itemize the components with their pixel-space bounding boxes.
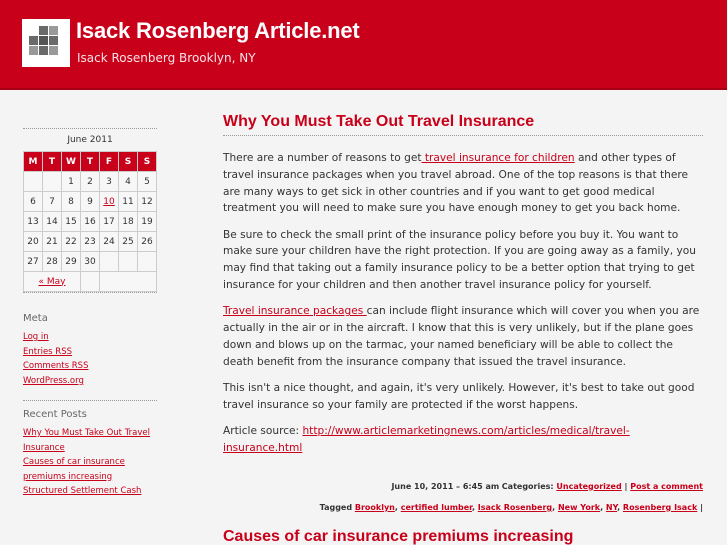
main-content bbox=[223, 113, 703, 545]
calendar-day: 1 bbox=[62, 172, 81, 192]
post-comment-link[interactable]: Post a comment bbox=[630, 481, 703, 491]
post-title[interactable]: Causes of car insurance premiums increasing bbox=[223, 527, 574, 545]
calendar-day bbox=[100, 192, 119, 212]
separator: | bbox=[697, 502, 703, 512]
calendar-day: 8 bbox=[62, 192, 81, 212]
calendar-day: 30 bbox=[81, 252, 100, 272]
post bbox=[223, 113, 703, 512]
tag-link[interactable]: certified lumber bbox=[400, 502, 472, 512]
post-meta bbox=[223, 481, 703, 493]
calendar-day-link[interactable]: 10 bbox=[103, 196, 115, 207]
list-item bbox=[23, 330, 157, 345]
login-link[interactable]: Log in bbox=[23, 332, 49, 342]
tag-link[interactable]: Isack Rosenberg bbox=[477, 502, 553, 512]
calendar-day-header: F bbox=[100, 152, 119, 172]
calendar-day: 21 bbox=[43, 232, 62, 252]
calendar-day: 17 bbox=[100, 212, 119, 232]
calendar-day: 27 bbox=[24, 252, 43, 272]
tag-link[interactable]: Brooklyn bbox=[354, 502, 395, 512]
calendar-day bbox=[43, 172, 62, 192]
post-paragraph bbox=[223, 150, 703, 217]
comments-rss-link[interactable]: Comments RSS bbox=[23, 361, 89, 371]
calendar-day-header: S bbox=[119, 152, 138, 172]
meta-widget bbox=[23, 313, 157, 388]
calendar-nav-pad bbox=[81, 272, 100, 292]
recent-post-link[interactable]: Why You Must Take Out Travel Insurance bbox=[23, 428, 150, 453]
text: and other types of travel insurance packages when you travel abroad. One of the top reasons is that there are many ways to get sick in other countries and if you want to get good medical treatment you will need to make sure you have enough money to get you back home. bbox=[223, 152, 689, 215]
calendar-day-header: T bbox=[43, 152, 62, 172]
calendar-day: 4 bbox=[119, 172, 138, 192]
calendar-day: 29 bbox=[62, 252, 81, 272]
calendar-day: 9 bbox=[81, 192, 100, 212]
categories-label: Categories: bbox=[501, 481, 557, 491]
calendar-day-header: W bbox=[62, 152, 81, 172]
calendar-day: 3 bbox=[100, 172, 119, 192]
calendar-day bbox=[100, 252, 119, 272]
calendar-day: 25 bbox=[119, 232, 138, 252]
calendar-day-header: M bbox=[24, 152, 43, 172]
calendar-day bbox=[24, 172, 43, 192]
calendar-day: 26 bbox=[138, 232, 157, 252]
separator: | bbox=[621, 481, 631, 491]
calendar-nav bbox=[24, 272, 81, 292]
travel-insurance-packages-link[interactable]: Travel insurance packages bbox=[223, 305, 367, 318]
post-paragraph: This isn't a nice thought, and again, it's very unlikely. However, it's best to take out good travel insurance so your family are protected if the worst happens. bbox=[223, 382, 695, 411]
wordpress-link[interactable]: WordPress.org bbox=[23, 375, 84, 386]
calendar-day bbox=[138, 252, 157, 272]
calendar-day: 23 bbox=[81, 232, 100, 252]
travel-insurance-children-link[interactable]: travel insurance for children bbox=[421, 152, 575, 164]
calendar-day: 2 bbox=[81, 172, 100, 192]
recent-posts-title: Recent Posts bbox=[23, 409, 87, 420]
calendar-day: 6 bbox=[24, 192, 43, 212]
tag-link[interactable]: NY bbox=[605, 502, 618, 512]
article-source bbox=[223, 423, 703, 457]
recent-post-link[interactable]: Structured Settlement Cash bbox=[23, 486, 142, 496]
calendar-day: 13 bbox=[24, 212, 43, 232]
list-item bbox=[23, 359, 157, 374]
site-description: Isack Rosenberg Brooklyn, NY bbox=[77, 51, 256, 65]
site-title[interactable]: Isack Rosenberg Article.net bbox=[76, 18, 360, 43]
list-item bbox=[23, 484, 157, 499]
calendar-day: 16 bbox=[81, 212, 100, 232]
post-title[interactable]: Why You Must Take Out Travel Insurance bbox=[223, 113, 703, 136]
calendar-prev-link[interactable]: « May bbox=[38, 276, 66, 287]
category-link[interactable]: Uncategorized bbox=[556, 481, 622, 491]
calendar-day: 12 bbox=[138, 192, 157, 212]
site-header bbox=[0, 0, 727, 90]
recent-post-link[interactable]: Causes of car insurance premiums increasing bbox=[23, 457, 125, 482]
calendar-day: 11 bbox=[119, 192, 138, 212]
post-paragraph bbox=[223, 303, 703, 370]
list-item bbox=[23, 345, 157, 360]
tagged-label: Tagged bbox=[319, 502, 355, 512]
text: There are a number of reasons to get bbox=[223, 152, 422, 164]
calendar-day: 28 bbox=[43, 252, 62, 272]
article-source-link[interactable]: http://www.articlemarketingnews.com/articles/medical/travel-insurance.html bbox=[223, 425, 630, 454]
site-logo-icon[interactable] bbox=[22, 19, 70, 67]
divider bbox=[23, 128, 157, 129]
tag-link[interactable]: Rosenberg Isack bbox=[622, 502, 698, 512]
post-tags: Tagged Brooklyn, certified lumber, Isack Rosenberg, New York, NY, Rosenberg Isack | bbox=[319, 502, 703, 512]
entries-rss-link[interactable]: Entries RSS bbox=[23, 346, 73, 357]
calendar-day: 7 bbox=[43, 192, 62, 212]
list-item bbox=[23, 426, 157, 455]
calendar-day: 19 bbox=[138, 212, 157, 232]
divider bbox=[23, 292, 157, 293]
divider bbox=[23, 400, 157, 401]
post-paragraph: Be sure to check the small print of the insurance policy before you buy it. You want to make sure your children have the right protection. If you are going away as a family, you may find that taking out a family insurance policy to be a better option that trying to get insurance for your children and then another travel insurance policy for yourself. bbox=[223, 228, 696, 292]
calendar-caption: June 2011 bbox=[67, 135, 113, 145]
calendar-day: 24 bbox=[100, 232, 119, 252]
calendar-nav-next bbox=[100, 272, 157, 292]
list-item bbox=[23, 374, 157, 389]
calendar-day-header: S bbox=[138, 152, 157, 172]
tag-link[interactable]: New York bbox=[557, 502, 601, 512]
text: can include flight insurance which will cover you when you are actually in the air or in the aircraft. I know that this is very unlikely, but if the plane goes down and blows up on the tarmac, your named beneficiary will be able to collect the death benefit from the insurance company that issued the travel insurance. bbox=[223, 305, 700, 368]
text: Article source: bbox=[223, 425, 303, 438]
calendar-day: 22 bbox=[62, 232, 81, 252]
sidebar bbox=[23, 128, 157, 499]
post-date: June 10, 2011 – 6:45 am bbox=[391, 481, 500, 491]
calendar-day: 5 bbox=[138, 172, 157, 192]
calendar-day: 15 bbox=[62, 212, 81, 232]
calendar bbox=[23, 151, 157, 292]
calendar-day: 14 bbox=[43, 212, 62, 232]
calendar-day: 20 bbox=[24, 232, 43, 252]
list-item bbox=[23, 455, 157, 484]
calendar-day: 18 bbox=[119, 212, 138, 232]
calendar-day bbox=[119, 252, 138, 272]
calendar-day-header: T bbox=[81, 152, 100, 172]
recent-posts-widget bbox=[23, 409, 157, 499]
meta-widget-title: Meta bbox=[23, 313, 48, 324]
